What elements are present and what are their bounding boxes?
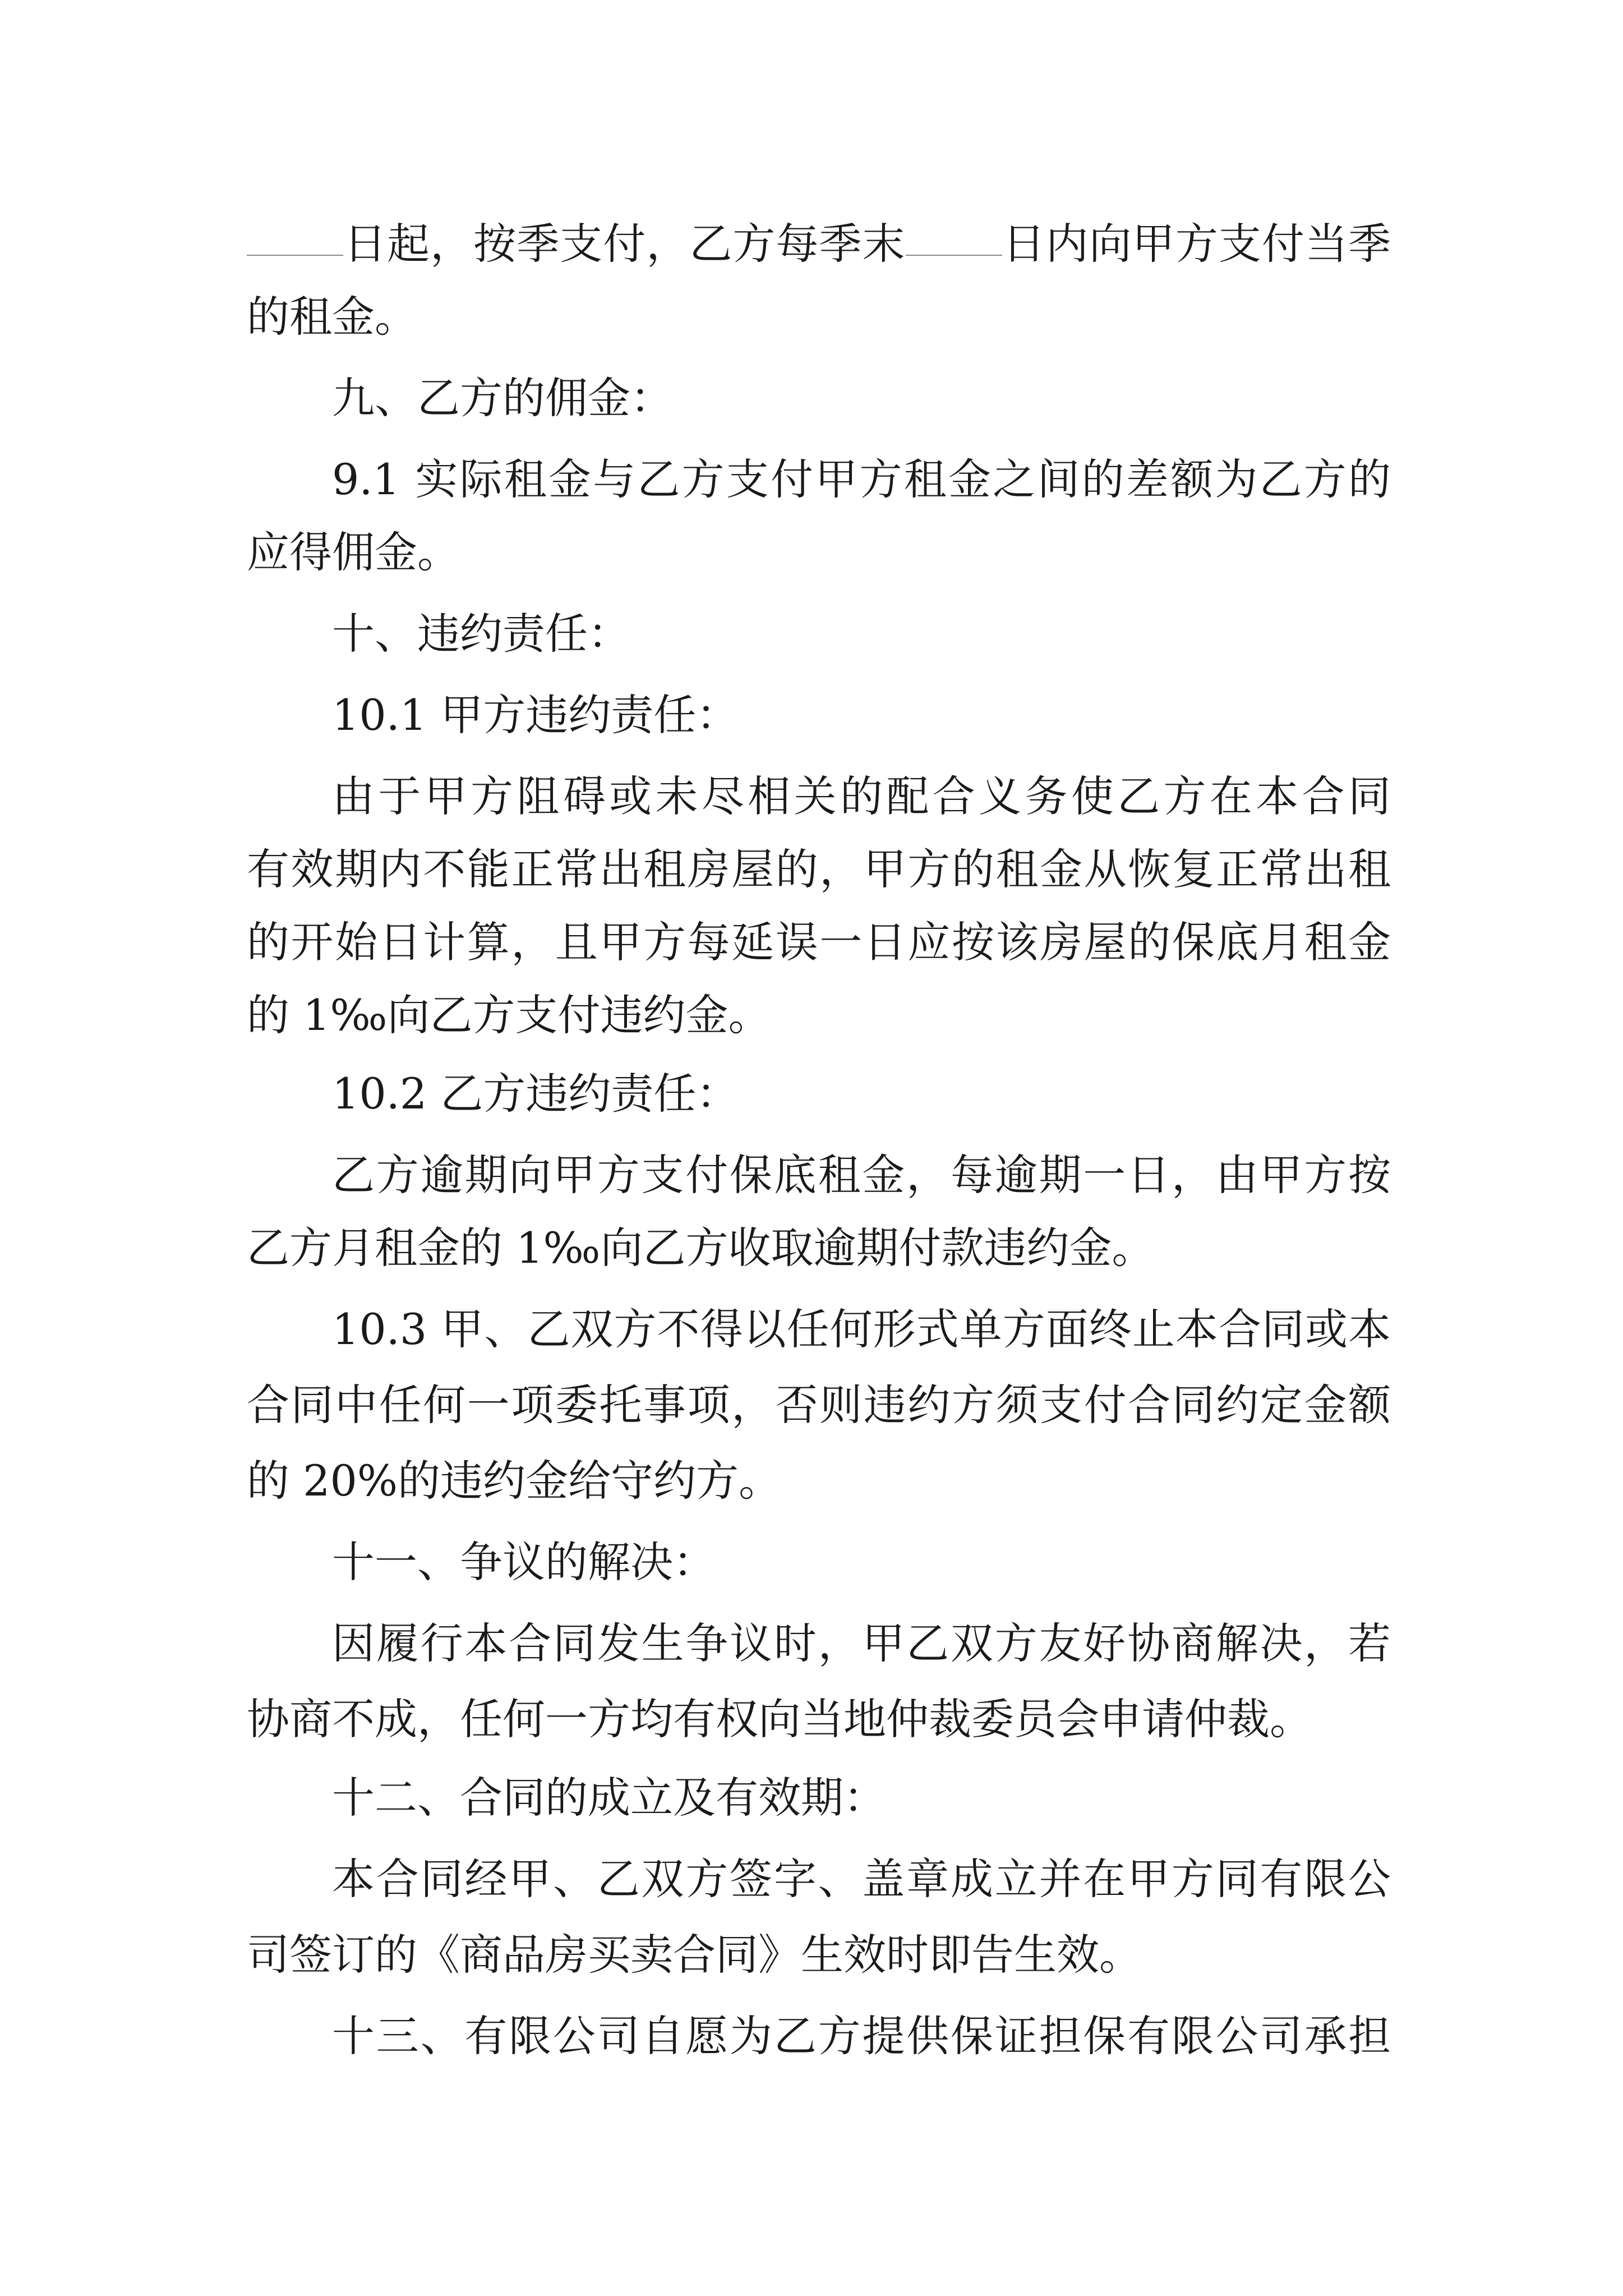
line-1-part-2: 日内向甲方支付当季 <box>1002 219 1391 269</box>
text-line-4: 9.1 实际租金与乙方支付甲方租金之间的差额为乙方的 <box>332 454 1391 504</box>
line-1-part-1: 日起，按季支付，乙方每季末 <box>343 219 906 269</box>
section-heading-10: 十、违约责任： <box>332 609 630 659</box>
fill-in-blank-1 <box>247 213 343 256</box>
text-line-9: 有效期内不能正常出租房屋的，甲方的租金从恢复正常出租 <box>247 844 1391 894</box>
subsection-heading-10-2: 10.2 乙方违约责任： <box>332 1069 739 1119</box>
text-line-14: 乙方月租金的 1‰向乙方收取逾期付款违约金。 <box>247 1223 1155 1273</box>
text-line-24: 十三、有限公司自愿为乙方提供保证担保有限公司承担 <box>332 2011 1391 2061</box>
text-line-13: 乙方逾期向甲方支付保底租金，每逾期一日，由甲方按 <box>332 1150 1391 1200</box>
text-line-1 <box>247 213 1391 275</box>
section-heading-11: 十一、争议的解决： <box>332 1537 716 1587</box>
text-line-23: 司签订的《商品房买卖合同》生效时即告生效。 <box>247 1930 1142 1980</box>
text-line-19: 因履行本合同发生争议时，甲乙双方友好协商解决，若 <box>332 1618 1391 1668</box>
text-line-5: 应得佣金。 <box>247 527 460 577</box>
text-line-11: 的 1‰向乙方支付违约金。 <box>247 990 771 1040</box>
text-line-10: 的开始日计算，且甲方每延误一日应按该房屋的保底月租金 <box>247 917 1391 967</box>
fill-in-blank-2 <box>906 213 1002 256</box>
text-line-15: 10.3 甲、乙双方不得以任何形式单方面终止本合同或本 <box>332 1304 1391 1354</box>
subsection-heading-10-1: 10.1 甲方违约责任： <box>332 690 739 740</box>
text-line-2: 的租金。 <box>247 292 417 342</box>
text-line-22: 本合同经甲、乙双方签字、盖章成立并在甲方同有限公 <box>332 1854 1391 1904</box>
text-line-17: 的 20%的违约金给守约方。 <box>247 1456 782 1506</box>
text-line-16: 合同中任何一项委托事项，否则违约方须支付合同约定金额 <box>247 1380 1391 1430</box>
text-line-8: 由于甲方阻碍或未尽相关的配合义务使乙方在本合同 <box>332 771 1391 821</box>
text-line-20: 协商不成，任何一方均有权向当地仲裁委员会申请仲裁。 <box>247 1694 1312 1744</box>
section-heading-9: 九、乙方的佣金： <box>332 373 673 423</box>
section-heading-12: 十二、合同的成立及有效期： <box>332 1773 886 1823</box>
